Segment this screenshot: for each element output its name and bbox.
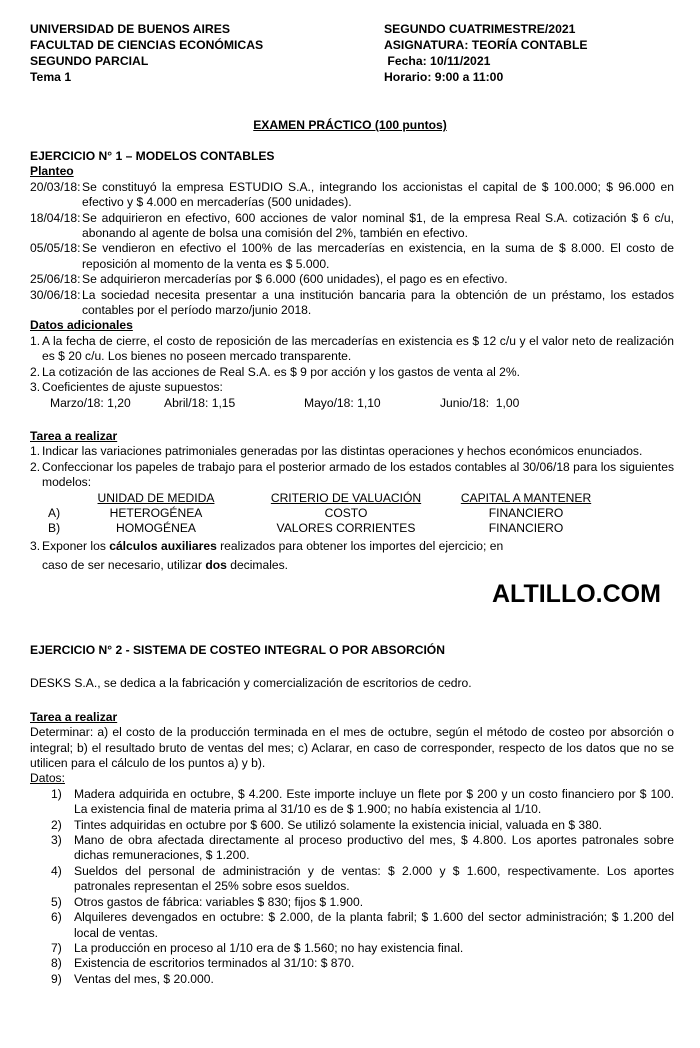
item-text: Existencia de escritorios terminados al 31/10: $ 870. xyxy=(74,956,355,971)
tarea3-bold-1: cálculos auxiliares xyxy=(109,538,217,553)
entry-text: Se adquirieron en efectivo, 600 acciones de valor nominal $1, de la empresa Real S.A. cotización $ 6 c/u, abonando al agente de bolsa una comisión del 2%, también en efectivo. xyxy=(82,210,674,241)
item-text: Mano de obra afectada directamente al proceso productivo del mes, $ 4.800. Los aportes patronales sobre dichas remuneraciones, $ 1.200. xyxy=(74,833,674,863)
cost-data-item xyxy=(30,972,674,987)
dato-item xyxy=(30,334,674,365)
item-text: Ventas del mes, $ 20.000. xyxy=(74,971,214,986)
coef-junio: Junio/18: 1,00 xyxy=(440,395,520,410)
item-text: La producción en proceso al 1/10 era de $ 1.560; no hay existencia final. xyxy=(74,940,464,955)
tarea-number: 1. xyxy=(30,444,41,459)
cost-data-item xyxy=(30,956,674,971)
item-number: 4) xyxy=(51,863,62,878)
model-unidad: HETEROGÉNEA xyxy=(109,505,203,520)
faculty-name: FACULTAD DE CIENCIAS ECONÓMICAS xyxy=(30,38,264,52)
model-capital: FINANCIERO xyxy=(488,521,564,536)
model-criterio: VALORES CORRIENTES xyxy=(276,521,416,536)
item-number: 1) xyxy=(51,786,62,801)
model-capital: FINANCIERO xyxy=(488,505,564,520)
datos-label: Datos: xyxy=(30,771,65,786)
item-number: 9) xyxy=(51,971,62,986)
tarea3-mid: realizados para obtener los importes del ejercicio; en caso de ser necesario, utilizar xyxy=(42,538,504,572)
model-row xyxy=(48,521,674,536)
exercise-2-intro: DESKS S.A., se dedica a la fabricación y comercialización de escritorios de cedro. xyxy=(30,676,472,691)
datos-adicionales-label: Datos adicionales xyxy=(30,318,133,333)
entry-date: 25/06/18: xyxy=(30,272,81,287)
exercise-2 xyxy=(30,643,674,987)
tarea3-pre: Exponer los xyxy=(42,538,110,553)
header-right xyxy=(384,21,588,85)
tarea-text: Determinar: a) el costo de la producción terminada en el mes de octubre, según el método de costeo por absorción o integral; b) el resultado bruto de ventas del mes; c) Aclarar, en caso de corresponder, respecto de los datos que no se utilicen para el cálculo de los puntos a) y b). xyxy=(30,725,674,771)
dato-number: 1. xyxy=(30,333,41,348)
entry-text: La sociedad necesita presentar a una institución bancaria para la obtención de un préstamo, los estados contables por el período marzo/junio 2018. xyxy=(82,287,674,318)
item-number: 8) xyxy=(51,956,62,971)
tarea3-post: decimales. xyxy=(226,557,289,572)
tarea-number: 2. xyxy=(30,459,41,474)
planteo-entry xyxy=(30,272,674,287)
tarea3-bold-2: dos xyxy=(205,557,227,572)
item-text: Sueldos del personal de administración y de ventas: $ 2.000 y $ 1.600, respectivamente. Los aportes patronales representan el 25% sobre esos sueldos. xyxy=(74,863,674,894)
tarea-text xyxy=(42,537,510,575)
planteo-entry xyxy=(30,288,674,319)
dato-text: A la fecha de cierre, el costo de reposición de las mercaderías en existencia es $ 12 c/u y el valor neto de realización es $ 20 c/u. Los bienes no poseen mercado transparente. xyxy=(42,333,674,364)
item-text: Alquileres devengados en octubre: $ 2.000, de la planta fabril; $ 1.600 del sector administración; $ 1.200 del local de ventas. xyxy=(74,910,674,940)
col-capital-a-mantener: CAPITAL A MANTENER xyxy=(460,490,592,505)
item-text: Madera adquirida en octubre, $ 4.200. Este importe incluye un flete por $ 200 y un costo financiero por $ 100. La existencia final de materia prima al 31/10 es de $ 1.900; no había existencia al 1/10. xyxy=(74,786,674,817)
coef-abril: Abril/18: 1,15 xyxy=(164,395,236,410)
item-text: Tintes adquiridas en octubre por $ 600. Se utilizó solamente la existencia inicial, valuada en $ 380. xyxy=(74,817,602,832)
exam-title: EXAMEN PRÁCTICO (100 puntos) xyxy=(253,118,447,132)
model-letter: A) xyxy=(48,505,61,520)
cost-data-item xyxy=(30,941,674,956)
entry-date: 20/03/18: xyxy=(30,179,81,194)
planteo-entry xyxy=(30,180,674,211)
col-unidad-de-medida: UNIDAD DE MEDIDA xyxy=(97,490,215,505)
header-left xyxy=(30,21,263,85)
model-row xyxy=(48,506,674,521)
cost-data-item xyxy=(30,818,674,833)
planteo-label: Planteo xyxy=(30,164,74,179)
entry-text: Se constituyó la empresa ESTUDIO S.A., integrando los accionistas el capital de $ 100.000; $ 96.000 en efectivo y $ 4.000 en mercaderías (500 unidades). xyxy=(82,179,674,210)
dato-text: Coeficientes de ajuste supuestos: xyxy=(42,380,223,395)
cost-data-item xyxy=(30,864,674,895)
altillo-watermark: ALTILLO.COM xyxy=(492,580,661,608)
tarea-item xyxy=(30,460,674,491)
university-name: UNIVERSIDAD DE BUENOS AIRES xyxy=(30,22,230,36)
exercise-2-heading: EJERCICIO N° 2 - SISTEMA DE COSTEO INTEGRAL O POR ABSORCIÓN xyxy=(30,643,445,657)
dato-item xyxy=(30,365,674,380)
cost-data-item xyxy=(30,833,674,864)
item-text: Otros gastos de fábrica: variables $ 830; fijos $ 1.900. xyxy=(74,894,364,909)
coef-mayo: Mayo/18: 1,10 xyxy=(304,395,381,410)
exercise-1-heading: EJERCICIO N° 1 – MODELOS CONTABLES xyxy=(30,149,275,163)
model-criterio: COSTO xyxy=(324,505,368,520)
semester: SEGUNDO CUATRIMESTRE/2021 xyxy=(384,22,576,36)
item-number: 5) xyxy=(51,894,62,909)
exam-time: Horario: 9:00 a 11:00 xyxy=(384,70,504,84)
exercise-1 xyxy=(30,149,674,575)
col-criterio-de-valuacion: CRITERIO DE VALUACIÓN xyxy=(270,490,422,505)
planteo-entry xyxy=(30,211,674,242)
model-letter: B) xyxy=(48,521,61,536)
models-header-row xyxy=(48,491,674,506)
model-unidad: HOMOGÉNEA xyxy=(116,521,196,536)
exam-date: Fecha: 10/11/2021 xyxy=(384,54,491,68)
coefficients-row xyxy=(30,396,674,411)
item-number: 3) xyxy=(51,833,62,848)
entry-text: Se adquirieron mercaderías por $ 6.000 (600 unidades), el pago es en efectivo. xyxy=(82,272,508,287)
coef-marzo: Marzo/18: 1,20 xyxy=(50,395,131,410)
tarea-item xyxy=(30,444,674,459)
planteo-entry xyxy=(30,241,674,272)
exam-theme: Tema 1 xyxy=(30,70,72,84)
item-number: 2) xyxy=(51,817,62,832)
cost-data-item xyxy=(30,787,674,818)
tarea-number: 3. xyxy=(30,538,41,553)
tarea-label: Tarea a realizar xyxy=(30,428,118,443)
exam-type: SEGUNDO PARCIAL xyxy=(30,54,149,68)
subject: ASIGNATURA: TEORÍA CONTABLE xyxy=(384,38,588,52)
tarea-text: Indicar las variaciones patrimoniales generadas por las distintas operaciones y hechos económicos enunciados. xyxy=(42,444,643,459)
cost-data-item xyxy=(30,910,674,941)
tarea-label: Tarea a realizar xyxy=(30,709,118,724)
item-number: 7) xyxy=(51,940,62,955)
tarea-item xyxy=(30,537,510,575)
entry-date: 18/04/18: xyxy=(30,210,81,225)
dato-item xyxy=(30,380,674,395)
dato-number: 2. xyxy=(30,364,41,379)
item-number: 6) xyxy=(51,910,62,925)
dato-number: 3. xyxy=(30,380,41,395)
entry-date: 30/06/18: xyxy=(30,287,81,302)
tarea-text: Confeccionar los papeles de trabajo para el posterior armado de los estados contables al 30/06/18 para los siguientes modelos: xyxy=(42,459,674,490)
dato-text: La cotización de las acciones de Real S.A. es $ 9 por acción y los gastos de venta al 2%. xyxy=(42,364,520,379)
entry-text: Se vendieron en efectivo el 100% de las mercaderías en existencia, en la suma de $ 8.000. El costo de reposición al momento de la venta es $ 5.000. xyxy=(82,241,674,271)
entry-date: 05/05/18: xyxy=(30,241,81,256)
cost-data-item xyxy=(30,895,674,910)
models-table xyxy=(48,491,674,537)
